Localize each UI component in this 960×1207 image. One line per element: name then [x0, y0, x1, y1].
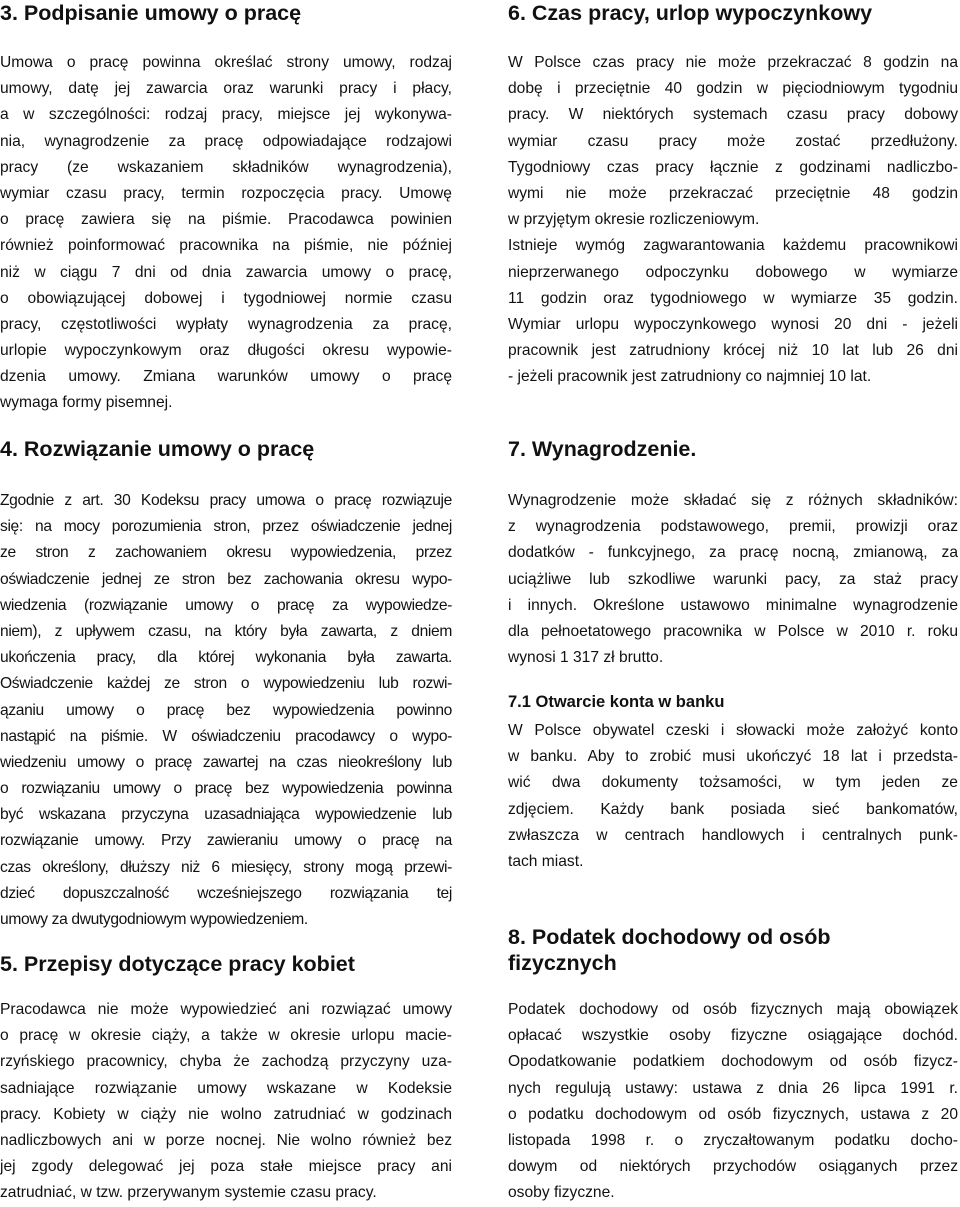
text-line: dowym od niektórych przychodów osiąganych przez — [508, 1158, 958, 1176]
text-line: zatrudniać, w tzw. przerywanym systemie czasu pracy. — [0, 1184, 377, 1202]
text-line: wiedzeniu umowy o pracę zawartej na czas nieokreślony lub — [0, 753, 452, 771]
section-6-title: 6. Czas pracy, urlop wypoczynkowy — [508, 1, 873, 25]
text-line: wiedzenia (rozwiązanie umowy o pracę za wypowiedze- — [0, 596, 452, 614]
text-line: nych regulują ustawy: ustawa z dnia 26 lipca 1991 r. — [508, 1079, 958, 1097]
section-4-body — [0, 488, 452, 933]
text-line: ukończenia pracy, dla której wykonania była zawarta. — [0, 649, 452, 667]
section-8-body — [508, 997, 958, 1207]
text-line: o pracę w okresie ciąży, a także w okresie urlopu macie- — [0, 1027, 452, 1045]
text-line: zdjęciem. Każdy bank posiada sieć bankomatów, — [508, 800, 958, 818]
text-line: ze stron z zachowaniem okresu wypowiedzenia, przez — [0, 544, 452, 562]
section-7-body — [508, 488, 958, 671]
text-line: pracownik jest zatrudniony krócej niż 10 lat lub 26 dni — [508, 342, 958, 360]
text-line: niem), z upływem czasu, na który była zawarta, z dniem — [0, 622, 452, 640]
text-line: rzyńskiego pracownicy, chyba że zachodzą przyczyny uza- — [0, 1053, 452, 1071]
text-line: nieprzerwanego odpoczynku dobowego w wymiarze — [508, 263, 958, 281]
text-line: Oświadczenie każdej ze stron o wypowiedzeniu lub rozwi- — [0, 675, 452, 693]
text-line: rozwiązanie umowy. Przy zawieraniu umowy o pracę na — [0, 832, 452, 850]
text-line: Pracodawca nie może wypowiedzieć ani rozwiązać umowy — [0, 1001, 452, 1018]
text-line: wymiar czasu pracy, termin rozpoczęcia pracy. Umowę — [0, 184, 452, 202]
text-line: Umowa o pracę powinna określać strony umowy, rodzaj — [0, 54, 452, 71]
text-line: W Polsce obywatel czeski i słowacki może założyć konto — [508, 722, 958, 739]
section-3-title: 3. Podpisanie umowy o pracę — [0, 1, 302, 25]
text-line: wymiar czasu pracy może zostać przedłużony. — [508, 132, 958, 150]
text-line: o podatku dochodowym od osób fizycznych, ustawa z 20 — [508, 1105, 958, 1123]
text-line: pracy (ze wskazaniem składników wynagrodzenia), — [0, 158, 452, 176]
section-5-title: 5. Przepisy dotyczące pracy kobiet — [0, 952, 355, 976]
text-line: Tygodniowy czas pracy łącznie z godzinami nadliczbo- — [508, 158, 958, 176]
section-8-title: 8. Podatek dochodowy od osób fizycznych — [508, 925, 831, 975]
text-line: osoby fizyczne. — [508, 1184, 615, 1202]
text-line: 11 godzin oraz tygodniowego w wymiarze 35 godzin. — [508, 289, 958, 307]
text-line: i innych. Określone ustawowo minimalne wynagrodzenie — [508, 596, 958, 614]
section-6-body — [508, 50, 958, 390]
text-line: wymaga formy pisemnej. — [0, 394, 173, 412]
text-line: dobę i przeciętnie 40 godzin w pięciodniowym tygodniu — [508, 80, 958, 98]
text-line: o pracę zawiera się na piśmie. Pracodawca powinien — [0, 211, 452, 229]
text-line: - jeżeli pracownik jest zatrudniony co najmniej 10 lat. — [508, 368, 872, 386]
text-line: oświadczenie jednej ze stron bez zachowania okresu wypo- — [0, 570, 452, 588]
text-line: Istnieje wymóg zagwarantowania każdemu pracownikowi — [508, 237, 958, 255]
text-line: w przyjętym okresie rozliczeniowym. — [508, 211, 760, 229]
text-line: się: na mocy porozumienia stron, przez oświadczenie jednej — [0, 518, 452, 536]
text-line: listopada 1998 r. o zryczałtowanym podatku docho- — [508, 1131, 958, 1149]
text-line: opłacać wszystkie osoby fizyczne osiągające dochód. — [508, 1027, 958, 1045]
text-line: z wynagrodzenia podstawowego, premii, prowizji oraz — [508, 518, 958, 536]
text-line: nia, wynagrodzenie za pracę odpowiadające rodzajowi — [0, 132, 452, 150]
text-line: tach miast. — [508, 852, 584, 870]
section-5-body — [0, 997, 452, 1207]
text-line: nadliczbowych ani w porze nocnej. Nie wolno również bez — [0, 1131, 452, 1149]
text-line: jej zgody delegować jej poza stałe miejsce pracy ani — [0, 1158, 452, 1176]
text-line: sadniające rozwiązanie umowy wskazane w Kodeksie — [0, 1079, 452, 1097]
text-line: również poinformować pracownika na piśmie, nie później — [0, 237, 452, 255]
text-line: pracy. Kobiety w ciąży nie wolno zatrudniać w godzinach — [0, 1105, 452, 1123]
text-line: pracy, częstotliwości wypłaty wynagrodzenia za pracę, — [0, 315, 452, 333]
text-line: wić dwa dokumenty tożsamości, w tym jeden ze — [508, 774, 958, 792]
text-line: o obowiązującej dobowej i tygodniowej normie czasu — [0, 289, 452, 307]
text-line: w banku. Aby to zrobić musi ukończyć 18 lat i przedsta- — [508, 748, 958, 766]
text-line: a w szczególności: rodzaj pracy, miejsce jej wykonywa- — [0, 106, 452, 124]
text-line: W Polsce czas pracy nie może przekraczać 8 godzin na — [508, 54, 958, 71]
section-4-title: 4. Rozwiązanie umowy o pracę — [0, 437, 315, 461]
text-line: Podatek dochodowy od osób fizycznych mają obowiązek — [508, 1001, 958, 1018]
text-line: uciążliwe lub szkodliwe warunki pacy, za staż pracy — [508, 570, 958, 588]
text-line: Zgodnie z art. 30 Kodeksu pracy umowa o pracę rozwiązuje — [0, 492, 452, 509]
text-line: zwłaszcza w centrach handlowych i centralnych punk- — [508, 826, 958, 844]
text-line: dodatków - funkcyjnego, za pracę nocną, zmianową, za — [508, 544, 958, 562]
text-line: umowy, datę jej zawarcia oraz warunki pracy i płacy, — [0, 80, 452, 98]
text-line: dzenia umowy. Zmiana warunków umowy o pracę — [0, 368, 452, 386]
text-line: umowy za dwutygodniowym wypowiedzeniem. — [0, 911, 308, 928]
text-line: Wynagrodzenie może składać się z różnych składników: — [508, 492, 958, 509]
text-line: nastąpić na piśmie. W oświadczeniu pracodawcy o wypo- — [0, 727, 452, 745]
text-line: wymi nie może przekraczać przeciętnie 48 godzin — [508, 184, 958, 202]
text-line: wynosi 1 317 zł brutto. — [508, 649, 664, 667]
section-7-1-body — [508, 718, 958, 875]
text-line: Opodatkowanie podatkiem dochodowym od osób fizycz- — [508, 1053, 958, 1071]
section-7-title: 7. Wynagrodzenie. — [508, 437, 697, 461]
section-7-1-title: 7.1 Otwarcie konta w banku — [508, 693, 725, 711]
text-line: o rozwiązaniu umowy o pracę bez wypowiedzenia powinna — [0, 780, 452, 798]
text-line: urlopie wypoczynkowym oraz długości okresu wypowie- — [0, 342, 452, 360]
text-line: dzieć dopuszczalność wcześniejszego rozwiązania tej — [0, 884, 452, 902]
text-line: Wymiar urlopu wypoczynkowego wynosi 20 dni - jeżeli — [508, 315, 958, 333]
text-line: ązaniu umowy o pracę bez wypowiedzenia powinno — [0, 701, 452, 719]
text-line: być wskazana przyczyna uzasadniająca wypowiedzenie lub — [0, 806, 452, 824]
text-line: pracy. W niektórych systemach czasu pracy dobowy — [508, 106, 958, 124]
section-3-body — [0, 50, 452, 417]
text-line: niż w ciągu 7 dni od dnia zawarcia umowy o pracę, — [0, 263, 452, 281]
text-line: czas określony, dłuższy niż 6 miesięcy, strony mogą przewi- — [0, 858, 452, 876]
text-line: dla pełnoetatowego pracownika w Polsce w 2010 r. roku — [508, 622, 958, 640]
